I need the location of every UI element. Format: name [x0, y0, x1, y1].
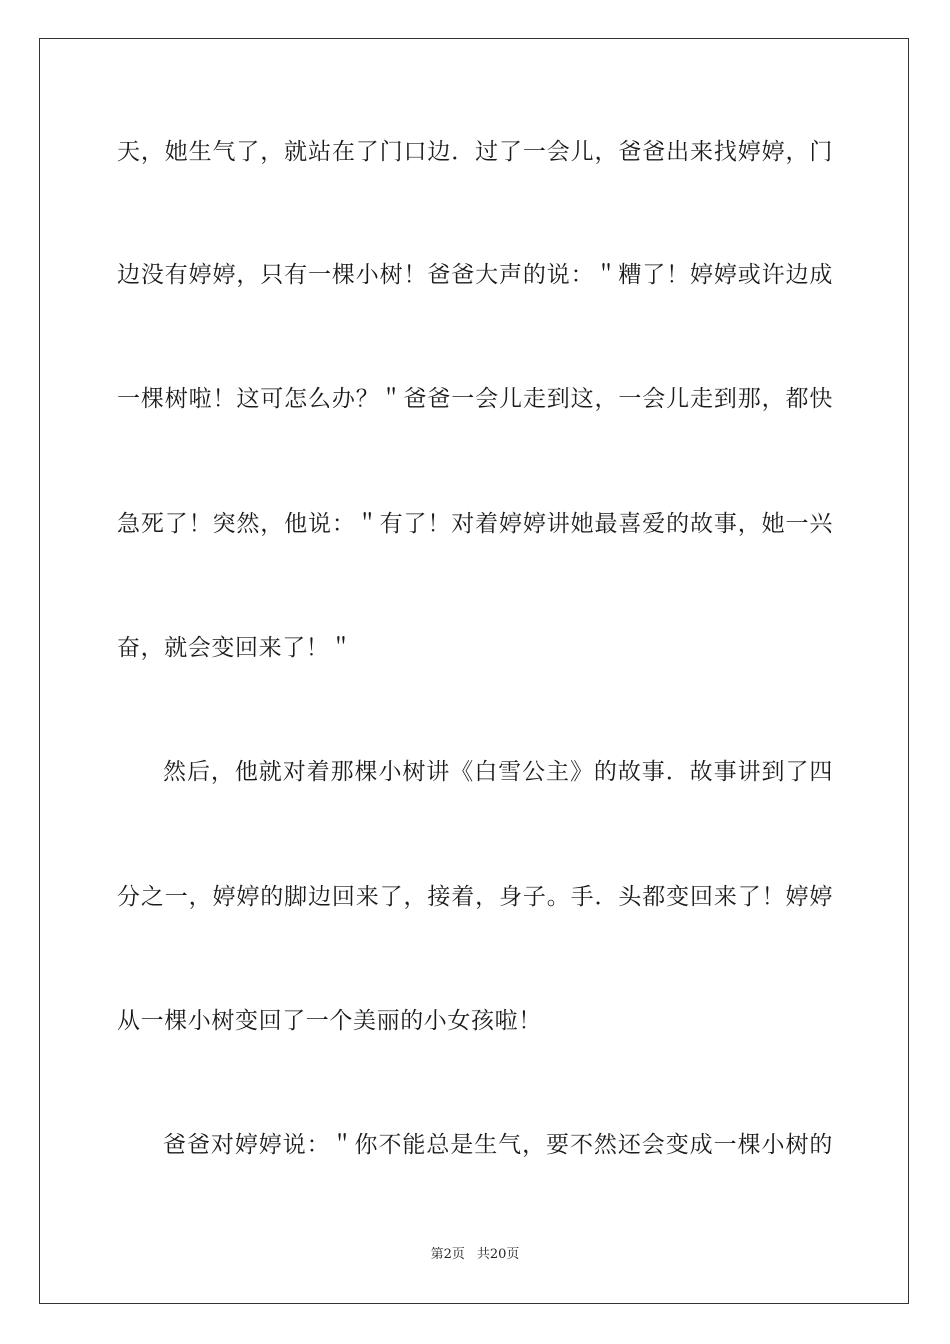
text-line: 分之一，婷婷的脚边回来了，接着，身子。手．头都变回来了！婷婷 [117, 884, 833, 910]
page-border [39, 38, 909, 1304]
page-number: 第2页 [430, 1247, 465, 1262]
page-footer [0, 1246, 950, 1264]
text-line: 天，她生气了，就站在了门口边．过了一会儿，爸爸出来找婷婷，门 [117, 139, 833, 165]
text-line: 奋，就会变回来了！＂ [117, 635, 353, 661]
text-line: 一棵树啦！这可怎么办？＂爸爸一会儿走到这，一会儿走到那，都快 [117, 386, 833, 412]
paragraph-first-line: 然后，他就对着那棵小树讲《白雪公主》的故事．故事讲到了四 [163, 759, 833, 785]
text-line: 边没有婷婷，只有一棵小树！爸爸大声的说：＂糟了！婷婷或许边成 [117, 262, 833, 288]
text-line: 从一棵小树变回了一个美丽的小女孩啦！ [117, 1008, 542, 1034]
page-total: 共20页 [476, 1247, 520, 1262]
paragraph-first-line: 爸爸对婷婷说：＂你不能总是生气，要不然还会变成一棵小树的 [163, 1132, 833, 1158]
text-line: 急死了！突然，他说：＂有了！对着婷婷讲她最喜爱的故事，她一兴 [117, 511, 833, 537]
